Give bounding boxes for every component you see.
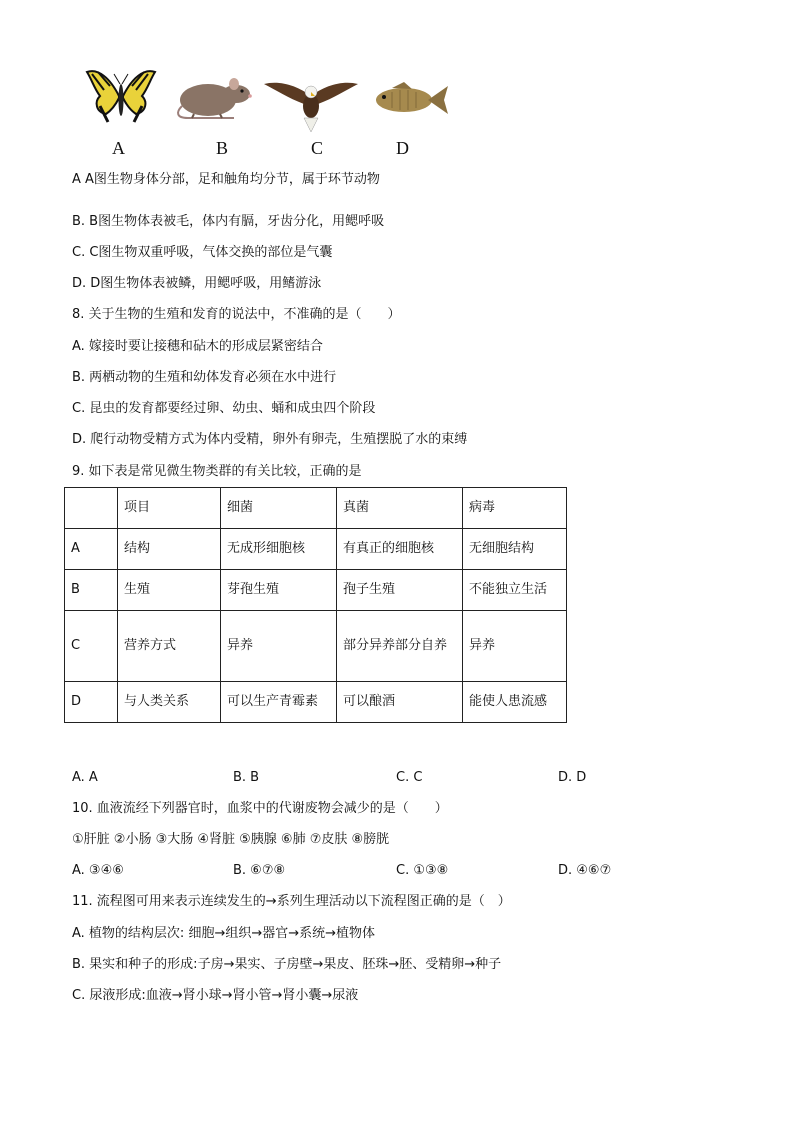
- table-header-row: [65, 488, 567, 529]
- q9-option-a: A. A: [72, 770, 98, 785]
- table-cell: 无成形细胞核: [221, 529, 337, 570]
- table-cell: 有真正的细胞核: [337, 529, 463, 570]
- q7-option-b: B. B图生物体表被毛，体内有膈，牙齿分化，用鳃呼吸: [72, 214, 385, 229]
- rat-icon: [174, 72, 256, 122]
- fish-icon: [372, 80, 450, 120]
- table-cell: [65, 488, 118, 529]
- q10-option-a: A. ③④⑥: [72, 863, 124, 878]
- q8-option-a: A. 嫁接时要让接穗和砧木的形成层紧密结合: [72, 339, 323, 354]
- q8-stem: 8. 关于生物的生殖和发育的说法中，不准确的是（ ）: [72, 307, 401, 322]
- table-cell: 病毒: [463, 488, 567, 529]
- q8-option-c: C. 昆虫的发育都要经过卵、幼虫、蛹和成虫四个阶段: [72, 401, 376, 416]
- table-cell: 不能独立生活: [463, 570, 567, 611]
- q10-option-b: B. ⑥⑦⑧: [233, 863, 286, 878]
- q7-option-c: C. C图生物双重呼吸，气体交换的部位是气囊: [72, 245, 333, 260]
- q8-option-d: D. 爬行动物受精方式为体内受精，卵外有卵壳，生殖摆脱了水的束缚: [72, 432, 468, 447]
- table-cell: 异养: [221, 611, 337, 682]
- table-cell: 可以酿酒: [337, 682, 463, 723]
- q10-items: ①肝脏 ②小肠 ③大肠 ④肾脏 ⑤胰腺 ⑥肺 ⑦皮肤 ⑧膀胱: [72, 832, 390, 847]
- figure-label-d: D: [396, 138, 409, 158]
- q7-option-a: A A图生物身体分部，足和触角均分节，属于环节动物: [72, 172, 380, 187]
- table-cell: 异养: [463, 611, 567, 682]
- table-cell: C: [65, 611, 118, 682]
- q10-option-d: D. ④⑥⑦: [558, 863, 612, 878]
- table-cell: 项目: [118, 488, 221, 529]
- table-cell: 能使人患流感: [463, 682, 567, 723]
- butterfly-icon: [84, 66, 158, 130]
- table-cell: A: [65, 529, 118, 570]
- figure-label-c: C: [311, 138, 324, 158]
- table-cell: B: [65, 570, 118, 611]
- table-row: [65, 570, 567, 611]
- q8-option-b: B. 两栖动物的生殖和幼体发育必须在水中进行: [72, 370, 337, 385]
- table-cell: 孢子生殖: [337, 570, 463, 611]
- q11-stem: 11. 流程图可用来表示连续发生的→系列生理活动以下流程图正确的是（ ）: [72, 894, 511, 909]
- q9-option-b: B. B: [233, 770, 260, 785]
- q9-option-d: D. D: [558, 770, 587, 785]
- table-row: [65, 611, 567, 682]
- q7-option-d: D. D图生物体表被鳞，用鳃呼吸，用鳍游泳: [72, 276, 322, 291]
- table-row: [65, 682, 567, 723]
- table-cell: 芽孢生殖: [221, 570, 337, 611]
- table-cell: 可以生产青霉素: [221, 682, 337, 723]
- table-cell: 部分异养部分自养: [337, 611, 463, 682]
- q9-option-c: C. C: [396, 770, 423, 785]
- microbe-comparison-table: [64, 487, 567, 723]
- table-cell: D: [65, 682, 118, 723]
- table-cell: 无细胞结构: [463, 529, 567, 570]
- table-cell: 细菌: [221, 488, 337, 529]
- table-cell: 与人类关系: [118, 682, 221, 723]
- q11-option-a: A. 植物的结构层次: 细胞→组织→器官→系统→植物体: [72, 926, 376, 941]
- q9-stem: 9. 如下表是常见微生物类群的有关比较，正确的是: [72, 464, 362, 479]
- q11-option-c: C. 尿液形成:血液→肾小球→肾小管→肾小囊→尿液: [72, 988, 359, 1003]
- figure-label-b: B: [216, 138, 229, 158]
- figure-label-a: A: [112, 138, 125, 158]
- table-cell: 营养方式: [118, 611, 221, 682]
- eagle-icon: [262, 74, 360, 134]
- q10-option-c: C. ①③⑧: [396, 863, 449, 878]
- q11-option-b: B. 果实和种子的形成:子房→果实、子房壁→果皮、胚珠→胚、受精卵→种子: [72, 957, 502, 972]
- q10-stem: 10. 血液流经下列器官时，血浆中的代谢废物会减少的是（ ）: [72, 801, 448, 816]
- table-cell: 生殖: [118, 570, 221, 611]
- table-cell: 结构: [118, 529, 221, 570]
- table-cell: 真菌: [337, 488, 463, 529]
- table-row: [65, 529, 567, 570]
